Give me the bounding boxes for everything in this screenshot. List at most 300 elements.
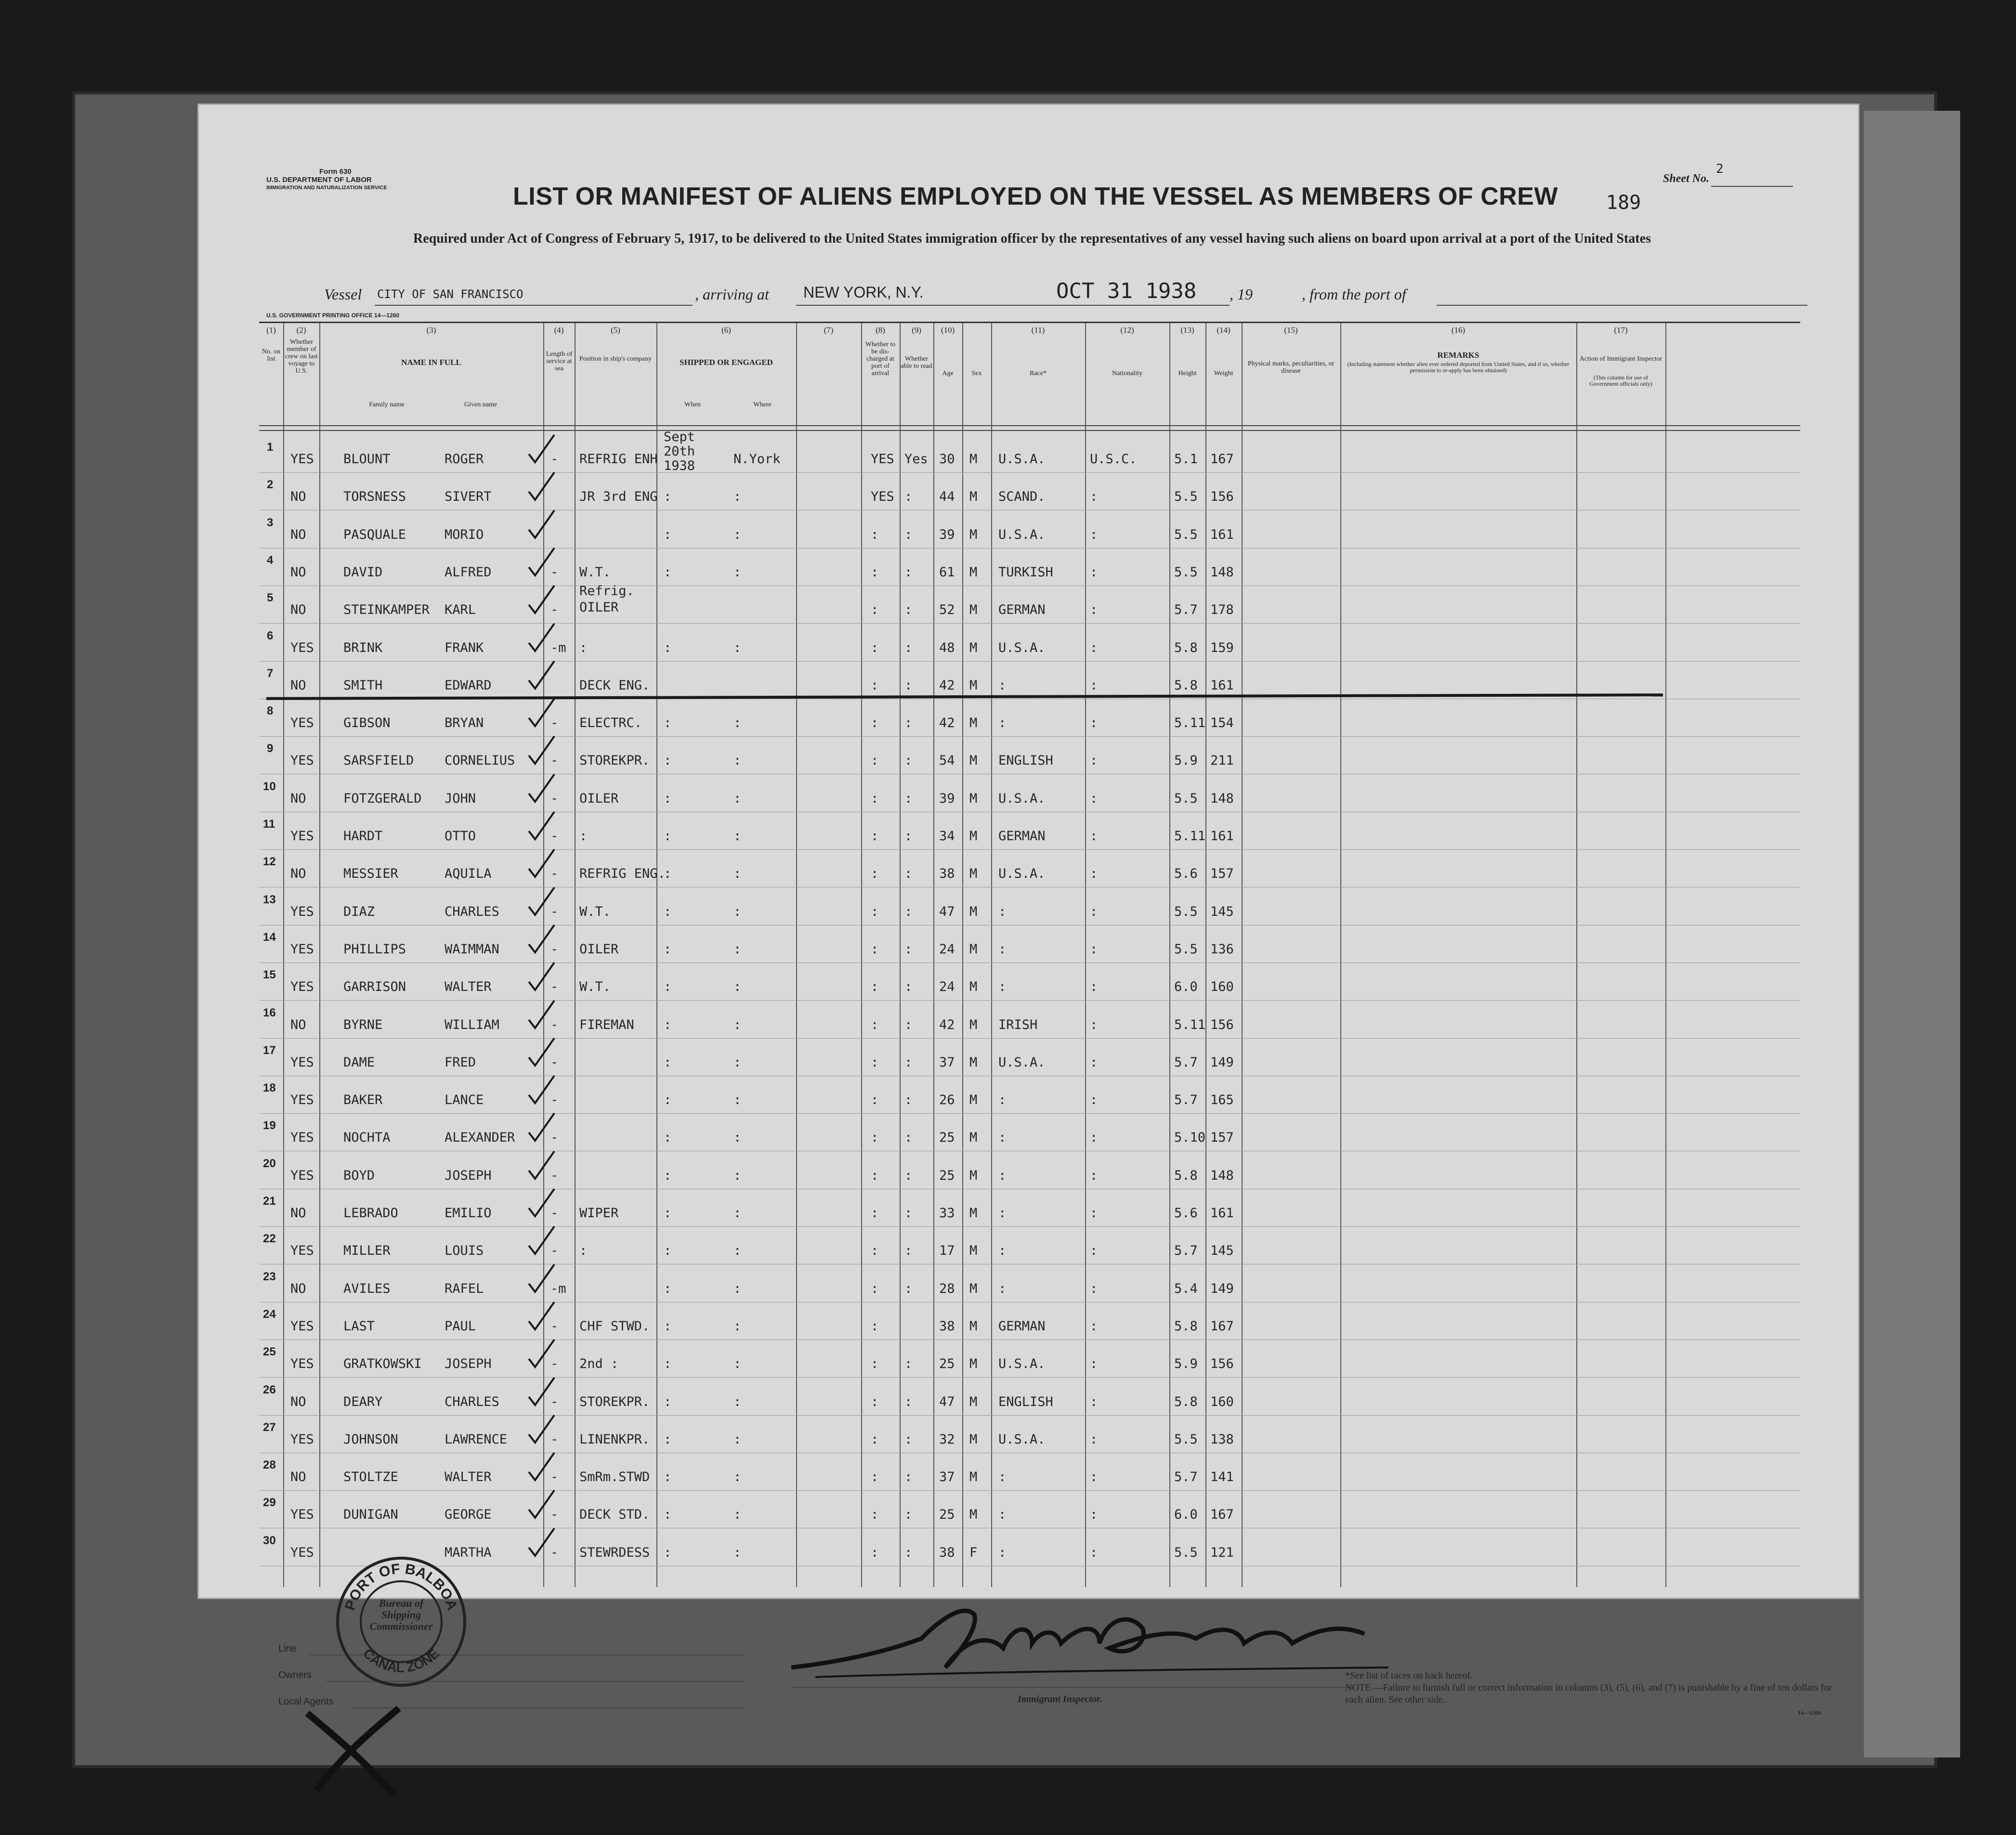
row-number: 20 [263,1157,276,1170]
able-to-read: : [904,527,913,542]
weight: 148 [1210,791,1234,806]
able-to-read: : [904,1356,913,1372]
row-number: 28 [263,1458,276,1472]
family-name: BLOUNT [343,452,391,467]
weight: 138 [1210,1432,1234,1447]
discharge-flag: : [871,1281,879,1296]
column-number: (8) [876,325,885,335]
discharge-flag: : [871,1432,879,1447]
check-mark-icon [526,734,555,768]
given-name: EMILIO [445,1206,492,1221]
nationality: : [1090,1130,1098,1145]
age: 24 [939,979,955,995]
discharge-flag: : [871,1017,879,1032]
height: 5.8 [1174,677,1198,693]
from-port-label: , from the port of [1302,286,1406,303]
height: 5.7 [1174,1243,1198,1259]
age: 38 [939,866,955,882]
row-number: 3 [267,516,274,529]
header-no-on-list: No. on list [262,348,281,363]
height: 5.8 [1174,1318,1198,1334]
check-mark-icon [526,885,555,919]
shipped-where: : [733,564,742,580]
table-row [259,1001,1800,1038]
seal-bottom-text: CANAL ZONE [360,1645,442,1676]
weight: 161 [1210,677,1234,693]
able-to-read: : [904,677,913,693]
able-to-read: : [904,1507,913,1523]
length-of-service: - [550,1054,559,1070]
discharge-flag: : [871,1243,879,1259]
family-name: AVILES [343,1281,391,1296]
shipped-where: : [733,1093,742,1108]
header-action-note: (This column for use of Government officials only) [1589,374,1652,387]
given-name: LAWRENCE [445,1432,508,1447]
row-number: 13 [263,893,276,906]
length-of-service: - [550,1545,559,1560]
column-number: (3) [426,325,436,335]
race: : [998,979,1007,995]
height: 5.5 [1174,489,1198,505]
shipped-where: : [733,866,742,882]
height: 5.8 [1174,1168,1198,1183]
table-row [259,1038,1800,1076]
column-number: (6) [721,325,731,335]
check-mark-icon [526,772,555,806]
discharge-flag: YES [871,489,894,505]
printing-office-line: U.S. GOVERNMENT PRINTING OFFICE 14—1260 [266,312,400,319]
sex: M [969,527,978,542]
weight: 167 [1210,1507,1234,1523]
height: 5.6 [1174,866,1198,882]
weight: 149 [1210,1054,1234,1070]
table-row [259,925,1800,963]
row-number: 22 [263,1232,276,1246]
discharge-flag: : [871,602,879,618]
given-name: ROGER [445,452,484,467]
weight: 165 [1210,1093,1234,1108]
race: : [998,1168,1007,1183]
owners-label: Owners [278,1670,312,1680]
shipped-where: : [733,941,742,957]
given-name: CORNELIUS [445,753,515,768]
given-name: WALTER [445,979,492,995]
length-of-service: - [550,829,559,844]
from-port-rule [1437,305,1807,306]
sex: M [969,1318,978,1334]
height: 5.11 [1174,1017,1206,1032]
race: : [998,716,1007,731]
height: 5.7 [1174,1470,1198,1485]
race: : [998,1243,1007,1259]
header-physical-marks: Physical marks, peculiarities, or disease [1247,360,1335,375]
shipped-when: : [664,1054,672,1070]
race: : [998,1093,1007,1108]
height: 5.5 [1174,527,1198,542]
nationality: : [1090,1432,1098,1447]
shipped-when: : [664,1432,672,1447]
sex: M [969,640,978,655]
sex: M [969,1356,978,1372]
shipped-when: : [664,1394,672,1409]
row-number: 10 [263,780,276,793]
header-nationality: Nationality [1112,370,1142,377]
weight: 148 [1210,1168,1234,1183]
weight: 156 [1210,1356,1234,1372]
check-mark-icon [526,470,555,504]
check-mark-icon [526,1375,555,1409]
column-number: (5) [611,325,620,335]
shipped-when: : [664,904,672,919]
check-mark-icon [526,432,555,466]
crew-last-voyage: NO [290,564,306,580]
sheet-label: Sheet No. [1663,172,1709,185]
length-of-service: - [550,1093,559,1108]
family-name: JOHNSON [343,1432,398,1447]
height: 5.5 [1174,1545,1198,1560]
height: 5.5 [1174,941,1198,957]
nationality: : [1090,753,1098,768]
discharge-flag: : [871,979,879,995]
sheet-number-rule [1711,186,1793,187]
shipped-when: : [664,1130,672,1145]
able-to-read: Yes [904,452,928,467]
check-mark-icon [526,1262,555,1296]
vessel-label: Vessel [324,286,362,303]
race: : [998,1130,1007,1145]
header-position: Position in ship's company [579,355,652,363]
header-sex: Sex [971,370,982,377]
shipped-when: : [664,1093,672,1108]
shipped-when: : [664,979,672,995]
service-name: IMMIGRATION AND NATURALIZATION SERVICE [266,185,387,191]
given-name: KARL [445,602,476,618]
discharge-flag: : [871,1206,879,1221]
position: 2nd : [579,1356,619,1372]
local-agents-label: Local Agents [278,1696,334,1707]
discharge-flag: : [871,1394,879,1409]
nationality: : [1090,1394,1098,1409]
family-name: PASQUALE [343,527,406,542]
sex: M [969,1168,978,1183]
able-to-read: : [904,602,913,618]
position: REFRIG ENG. [579,866,666,882]
weight: 157 [1210,1130,1234,1145]
nationality: : [1090,489,1098,505]
check-mark-icon [526,1073,555,1107]
sex: M [969,791,978,806]
table-row [259,1528,1800,1566]
able-to-read: : [904,640,913,655]
height: 5.11 [1174,716,1206,731]
nationality: : [1090,1318,1098,1334]
length-of-service: -m [550,1281,566,1296]
able-to-read: : [904,1281,913,1296]
sheet-number: 2 [1716,162,1724,176]
nationality: : [1090,640,1098,655]
row-number: 12 [263,855,276,869]
check-mark-icon [526,847,555,881]
age: 52 [939,602,955,618]
header-given-name: Given name [464,401,497,408]
able-to-read: : [904,1432,913,1447]
row-number: 21 [263,1195,276,1208]
crew-last-voyage: YES [290,1545,314,1560]
table-row [259,699,1800,736]
weight: 141 [1210,1470,1234,1485]
shipped-when: : [664,1507,672,1523]
weight: 156 [1210,1017,1234,1032]
header-weight: Weight [1214,370,1233,377]
table-row [259,586,1800,623]
age: 39 [939,527,955,542]
given-name: FRED [445,1054,476,1070]
family-name: MESSIER [343,866,398,882]
shipped-where: : [733,1432,742,1447]
shipped-when: : [664,829,672,844]
position: : [579,640,588,655]
table-row [259,1151,1800,1189]
age: 42 [939,716,955,731]
check-mark-icon [526,1413,555,1446]
table-row [259,812,1800,849]
race: U.S.A. [998,1356,1046,1372]
age: 24 [939,941,955,957]
nationality: U.S.C. [1090,452,1137,467]
given-name: WALTER [445,1470,492,1485]
shipped-where: : [733,1394,742,1409]
arrival-port: NEW YORK, N.Y. [803,284,924,301]
race: U.S.A. [998,527,1046,542]
length-of-service: - [550,753,559,768]
inspector-rule [791,1687,1355,1688]
discharge-flag: : [871,564,879,580]
column-number: (9) [912,325,921,335]
shipped-when: : [664,1206,672,1221]
length-of-service: - [550,1168,559,1183]
manifest-page [197,104,1859,1716]
row-number: 17 [263,1043,276,1057]
age: 39 [939,791,955,806]
age: 17 [939,1243,955,1259]
discharge-flag: : [871,1168,879,1183]
family-name: STOLTZE [343,1470,398,1485]
position: W.T. [579,564,611,580]
crew-last-voyage: YES [290,753,314,768]
race: IRISH [998,1017,1038,1032]
height: 5.9 [1174,1356,1198,1372]
age: 25 [939,1130,955,1145]
shipped-when: : [664,1281,672,1296]
shipped-when: : [664,564,672,580]
shipped-when: : [664,640,672,655]
length-of-service: - [550,1470,559,1485]
column-number: (2) [296,325,306,335]
race: : [998,904,1007,919]
crew-last-voyage: NO [290,677,306,693]
vessel-rule [375,305,693,306]
footer-notes [1345,1670,1851,1706]
nationality: : [1090,1206,1098,1221]
discharge-flag: : [871,1507,879,1523]
immigrant-inspector-label: Immigrant Inspector. [1018,1694,1102,1705]
age: 25 [939,1356,955,1372]
given-name: OTTO [445,829,476,844]
race: U.S.A. [998,866,1046,882]
given-name: LOUIS [445,1243,484,1259]
column-number: (7) [824,325,834,335]
weight: 167 [1210,452,1234,467]
row-number: 15 [263,968,276,982]
able-to-read: : [904,1017,913,1032]
sex: M [969,829,978,844]
weight: 154 [1210,716,1234,731]
position: W.T. [579,979,611,995]
position: CHF STWD. [579,1318,650,1334]
discharge-flag: YES [871,452,894,467]
check-mark-icon [526,1300,555,1333]
able-to-read: : [904,1470,913,1485]
table-row [259,510,1800,548]
crew-last-voyage: YES [290,640,314,655]
race: : [998,1206,1007,1221]
nationality: : [1090,677,1098,693]
height: 5.5 [1174,904,1198,919]
check-mark-icon [526,621,555,655]
shipped-where: : [733,489,742,505]
position: ELECTRC. [579,716,642,731]
sex: M [969,1507,978,1523]
check-mark-icon [526,1036,555,1069]
check-mark-icon [526,1337,555,1371]
height: 5.7 [1174,602,1198,618]
check-mark-icon [526,546,555,579]
row-number: 25 [263,1345,276,1359]
able-to-read: : [904,489,913,505]
year-label: , 19 [1230,286,1253,303]
age: 38 [939,1318,955,1334]
weight: 211 [1210,753,1234,768]
sex: M [969,716,978,731]
height: 5.8 [1174,1394,1198,1409]
row-number: 14 [263,930,276,944]
discharge-flag: : [871,904,879,919]
height: 5.6 [1174,1206,1198,1221]
race: U.S.A. [998,452,1046,467]
sex: M [969,1432,978,1447]
family-name: MILLER [343,1243,391,1259]
discharge-flag: : [871,791,879,806]
given-name: ALFRED [445,564,492,580]
page-subtitle: Required under Act of Congress of February 5, 1917, to be delivered to the United States immigration officer by the representatives of any vessel having such aliens on board upon arrival at a port of the United States [413,231,1651,246]
sex: M [969,1130,978,1145]
sex: M [969,602,978,618]
sex: M [969,904,978,919]
nationality: : [1090,1168,1098,1183]
header-inspector-action: Action of Immigrant Inspector [1579,355,1663,363]
row-number: 1 [267,441,274,454]
crew-last-voyage: NO [290,1281,306,1296]
family-name: BRINK [343,640,383,655]
shipped-where: : [733,904,742,919]
header-length-of-service: Length of service at sea [546,351,573,372]
sex: M [969,979,978,995]
column-number: (13) [1180,325,1194,335]
table-row [259,774,1800,812]
position: STOREKPR. [579,1394,650,1409]
table-row [259,736,1800,774]
header-discharged: Whether to be dis-charged at port of arrival [865,341,896,377]
age: 54 [939,753,955,768]
port-rule [796,305,1056,306]
weight: 156 [1210,489,1234,505]
age: 28 [939,1281,955,1296]
check-mark-icon [526,659,555,692]
age: 47 [939,904,955,919]
height: 5.8 [1174,640,1198,655]
height: 6.0 [1174,979,1198,995]
table-row [259,1189,1800,1226]
column-number: (1) [266,325,276,335]
sex: M [969,1243,978,1259]
age: 38 [939,1545,955,1560]
column-number: (16) [1451,325,1466,335]
shipped-when: : [664,1017,672,1032]
discharge-flag: : [871,1130,879,1145]
table-row [259,548,1800,586]
able-to-read: : [904,1093,913,1108]
race: GERMAN [998,829,1046,844]
crew-last-voyage: YES [290,1507,314,1523]
family-name: BAKER [343,1093,383,1108]
family-name: SARSFIELD [343,753,414,768]
check-mark-icon [526,998,555,1032]
row-number: 19 [263,1119,276,1132]
discharge-flag: : [871,941,879,957]
race: U.S.A. [998,1432,1046,1447]
check-mark-icon [526,960,555,994]
age: 61 [939,564,955,580]
nationality: : [1090,1281,1098,1296]
sex: F [969,1545,978,1560]
table-row [259,1076,1800,1113]
table-row [259,849,1800,887]
crew-last-voyage: NO [290,1394,306,1409]
department-name: U.S. DEPARTMENT OF LABOR [266,176,372,184]
weight: 161 [1210,527,1234,542]
shipped-where: : [733,979,742,995]
check-mark-icon [526,696,555,730]
age: 33 [939,1206,955,1221]
row-number: 24 [263,1307,276,1321]
stamped-page-number: 189 [1606,192,1641,214]
nationality: : [1090,979,1098,995]
table-row [259,1113,1800,1151]
shipped-when: : [664,1470,672,1485]
shipped-where: N.York [733,452,781,467]
family-name: DUNIGAN [343,1507,398,1523]
crew-last-voyage: NO [290,527,306,542]
position: STOREKPR. [579,753,650,768]
discharge-flag: : [871,829,879,844]
given-name: JOSEPH [445,1168,492,1183]
position: : [579,1243,588,1259]
shipped-where: : [733,1281,742,1296]
crew-last-voyage: YES [290,1318,314,1334]
weight: 160 [1210,979,1234,995]
shipped-where: : [733,1470,742,1485]
nationality: : [1090,1017,1098,1032]
